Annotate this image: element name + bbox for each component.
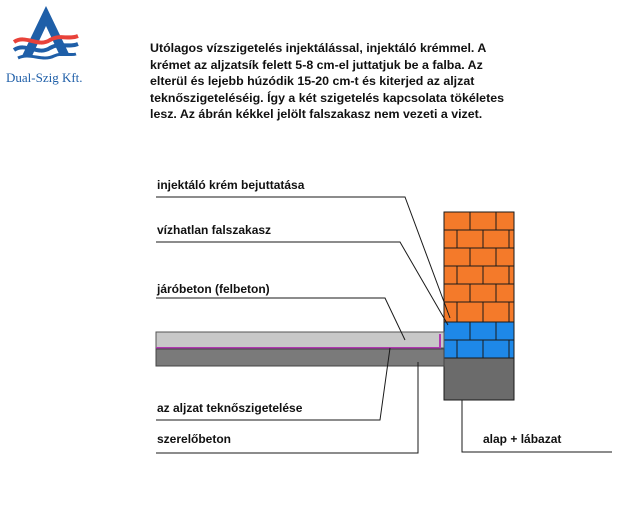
foundation-block [444, 358, 514, 400]
label-blinding-concrete: szerelőbeton [157, 432, 232, 446]
floor-concrete-layer [156, 332, 444, 348]
label-foundation: alap + lábazat [483, 432, 562, 446]
label-waterproof-section: vízhatlan falszakasz [157, 223, 272, 237]
label-injection: injektáló krém bejuttatása [157, 178, 305, 192]
description-text: Utólagos vízszigetelés injektálással, injektáló krémmel. A krémet az aljzatsík felett 5-8 cm-el juttatjuk be a falba. Az elterül és lejebb húzódik 15-20 cm-t és kiterjed az aljzat teknőszigeteléséig. Így a két szigetelés kapcsolata tökéletes lesz. Az ábrán kékkel jelölt falszakasz nem vezeti a vizet. [150, 41, 504, 121]
waterproof-wall-section [444, 322, 514, 358]
label-floor-concrete: járóbeton (felbeton) [157, 282, 270, 296]
label-tank-insulation: az aljzat teknőszigetelése [157, 401, 303, 415]
leader-line-injection [156, 197, 450, 318]
brick-wall [444, 212, 514, 322]
company-name: Dual-Szig Kft. [6, 70, 83, 85]
blinding-concrete-layer [156, 349, 444, 366]
